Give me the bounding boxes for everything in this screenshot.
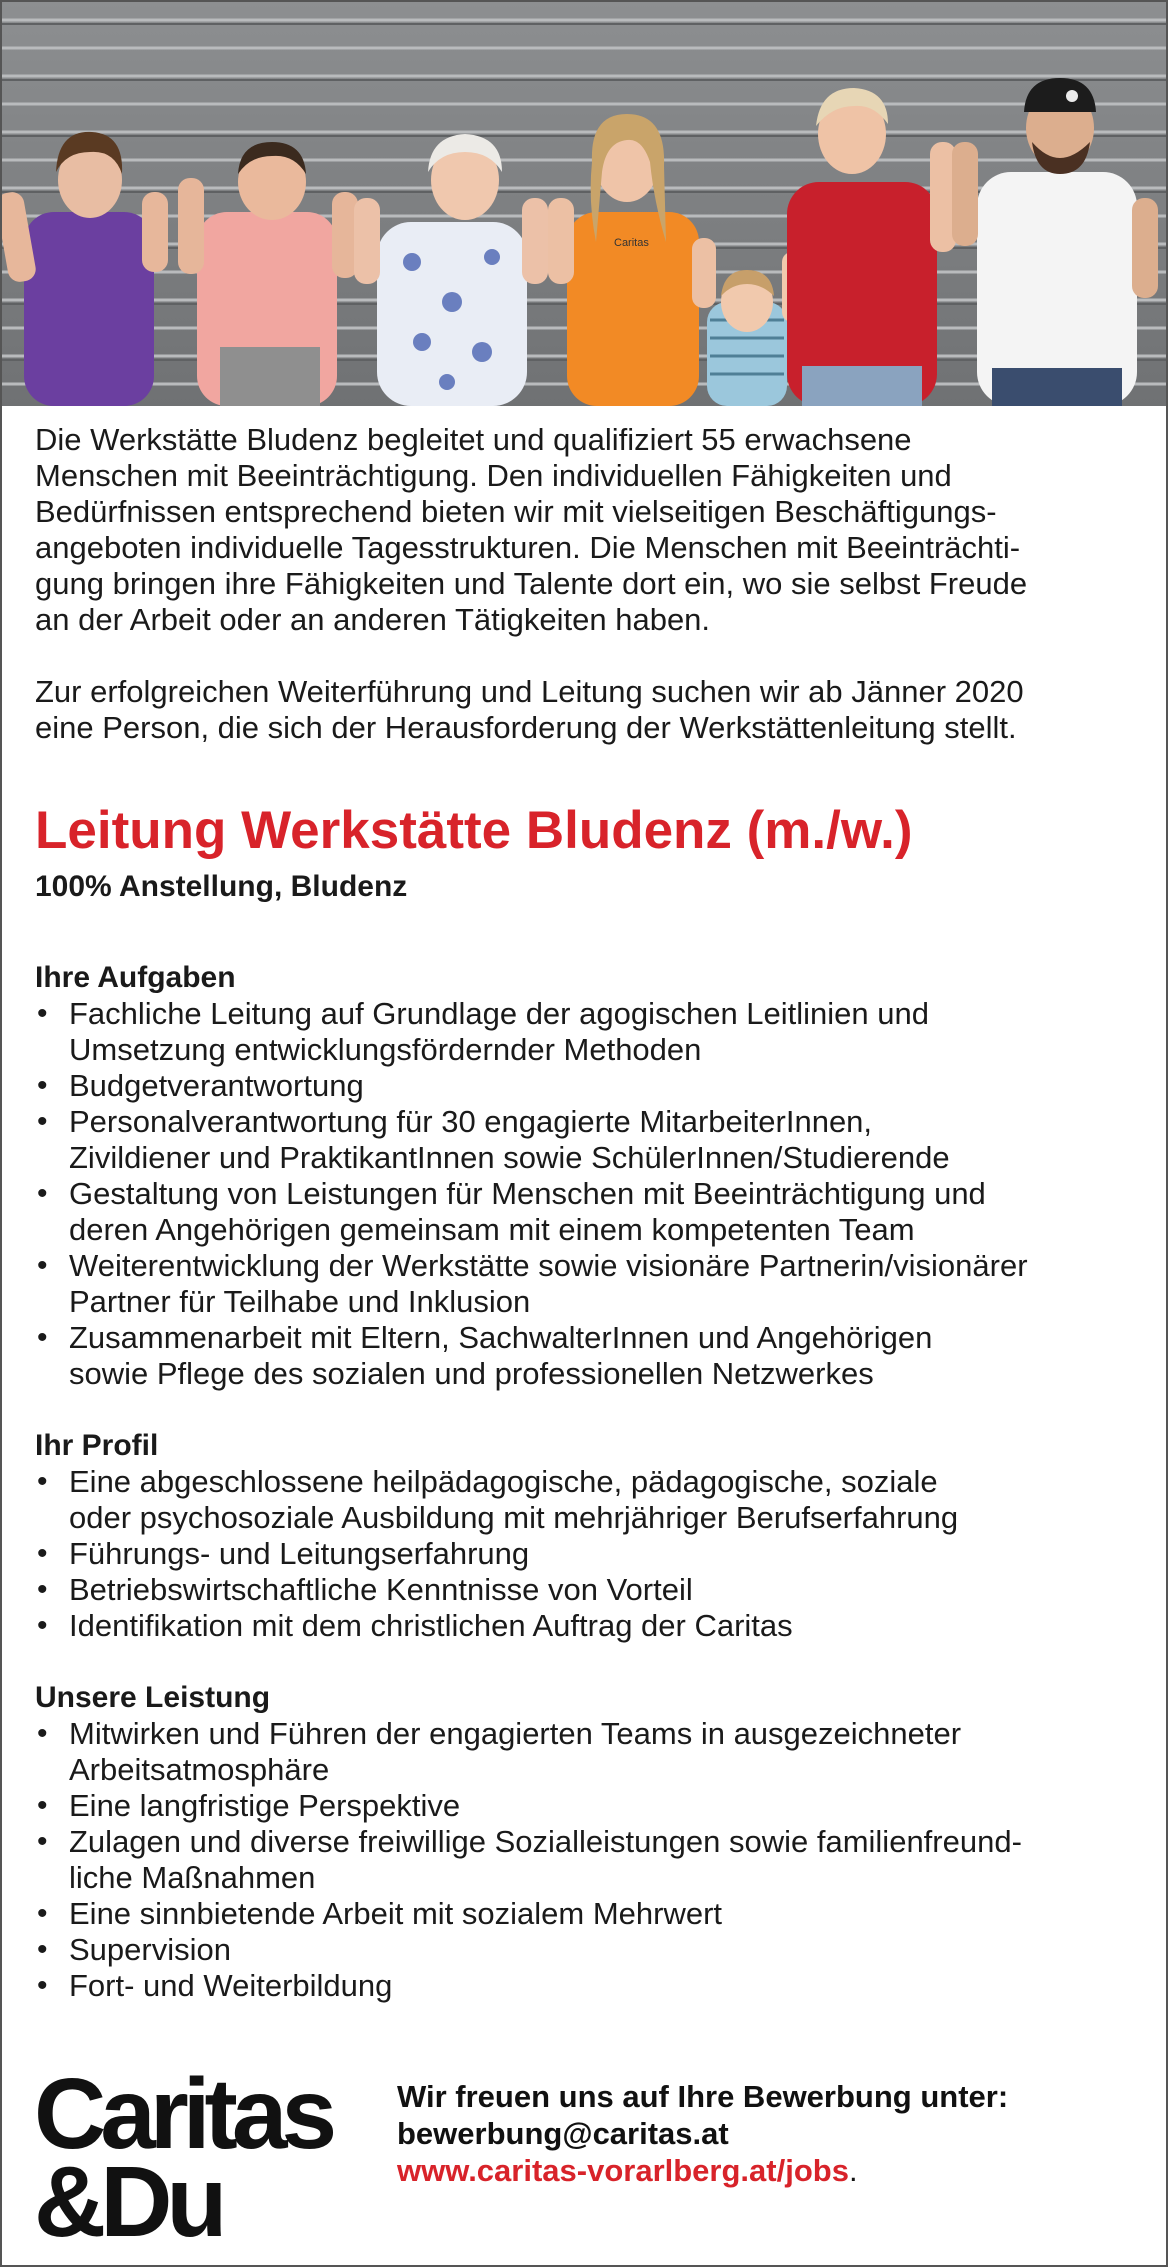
svg-text:Caritas: Caritas (614, 237, 649, 249)
list-item: • Fachliche Leitung auf Grundlage der agogischen Leitlinien und Umsetzung entwicklungsfördernder Methoden (35, 996, 1135, 1068)
list-item: • Budgetverantwortung (35, 1068, 1135, 1104)
list-item: • Eine langfristige Perspektive (35, 1788, 1135, 1824)
section-leistung (35, 1680, 1135, 2004)
list-item: • Zulagen und diverse freiwillige Sozialleistungen sowie familienfreund- liche Maßnahmen (35, 1824, 1135, 1896)
ad-content (35, 422, 1135, 2004)
list-item: • Supervision (35, 1932, 1135, 1968)
logo-line-du: &Du (34, 2146, 222, 2258)
list-item: • Zusammenarbeit mit Eltern, SachwalterInnen und Angehörigen sowie Pflege des sozialen und professionellen Netzwerkes (35, 1320, 1135, 1392)
aufgaben-list (35, 996, 1135, 1392)
list-item: • Identifikation mit dem christlichen Auftrag der Caritas (35, 1608, 1135, 1644)
section-heading: Ihr Profil (35, 1429, 159, 1462)
footer (34, 2058, 1144, 2258)
list-item: • Führungs- und Leitungserfahrung (35, 1536, 1135, 1572)
url-suffix: . (848, 2153, 858, 2188)
group-photo-illustration (2, 2, 1166, 406)
caritas-logo (34, 2058, 374, 2258)
section-aufgaben (35, 960, 1135, 1392)
profil-list (35, 1464, 1135, 1644)
cta-heading: Wir freuen uns auf Ihre Bewerbung unter: (397, 2079, 1009, 2114)
list-item: • Mitwirken und Führen der engagierten Teams in ausgezeichneter Arbeitsatmosphäre (35, 1716, 1135, 1788)
list-item: • Betriebswirtschaftliche Kenntnisse von Vorteil (35, 1572, 1135, 1608)
list-item: • Fort- und Weiterbildung (35, 1968, 1135, 2004)
intro-paragraph-1: Die Werkstätte Bludenz begleitet und qualifiziert 55 erwachsene Menschen mit Beeinträchtigung. Den individuellen Fähigkeiten und Bedürfnissen entsprechend bieten wir mit vielseitigen Beschäftigungs- angeboten individuelle Tagesstrukturen. Die Menschen mit Beeinträchti- gung bringen ihre Fähigkeiten und Talente dort ein, wo sie selbst Freude an der Arbeit oder an anderen Tätigkeiten haben. (35, 422, 1028, 637)
list-item: • Weiterentwicklung der Werkstätte sowie visionäre Partnerin/visionärer Partner für Teilhabe und Inklusion (35, 1248, 1135, 1320)
section-profil (35, 1428, 1135, 1644)
job-subtitle: 100% Anstellung, Bludenz (35, 870, 408, 903)
section-heading: Ihre Aufgaben (35, 961, 236, 994)
jobs-url-link[interactable]: www.caritas-vorarlberg.at/jobs (397, 2153, 849, 2188)
application-contact (397, 2078, 1137, 2189)
email-link[interactable]: bewerbung@caritas.at (397, 2116, 729, 2151)
leistung-list (35, 1716, 1135, 2004)
intro-paragraph-2: Zur erfolgreichen Weiterführung und Leitung suchen wir ab Jänner 2020 eine Person, die sich der Herausforderung der Werkstättenleitung stellt. (35, 674, 1024, 745)
list-item: • Personalverantwortung für 30 engagierte MitarbeiterInnen, Zivildiener und PraktikantInnen sowie SchülerInnen/Studierende (35, 1104, 1135, 1176)
header-photo (2, 2, 1166, 406)
section-heading: Unsere Leistung (35, 1681, 271, 1714)
list-item: • Eine abgeschlossene heilpädagogische, pädagogische, soziale oder psychosoziale Ausbildung mit mehrjähriger Berufserfahrung (35, 1464, 1135, 1536)
logo-line-caritas: Caritas (34, 2058, 332, 2170)
list-item: • Eine sinnbietende Arbeit mit sozialem Mehrwert (35, 1896, 1135, 1932)
list-item: • Gestaltung von Leistungen für Menschen mit Beeinträchtigung und deren Angehörigen gemeinsam mit einem kompetenten Team (35, 1176, 1135, 1248)
job-title: Leitung Werkstätte Bludenz (m./w.) (35, 801, 913, 860)
